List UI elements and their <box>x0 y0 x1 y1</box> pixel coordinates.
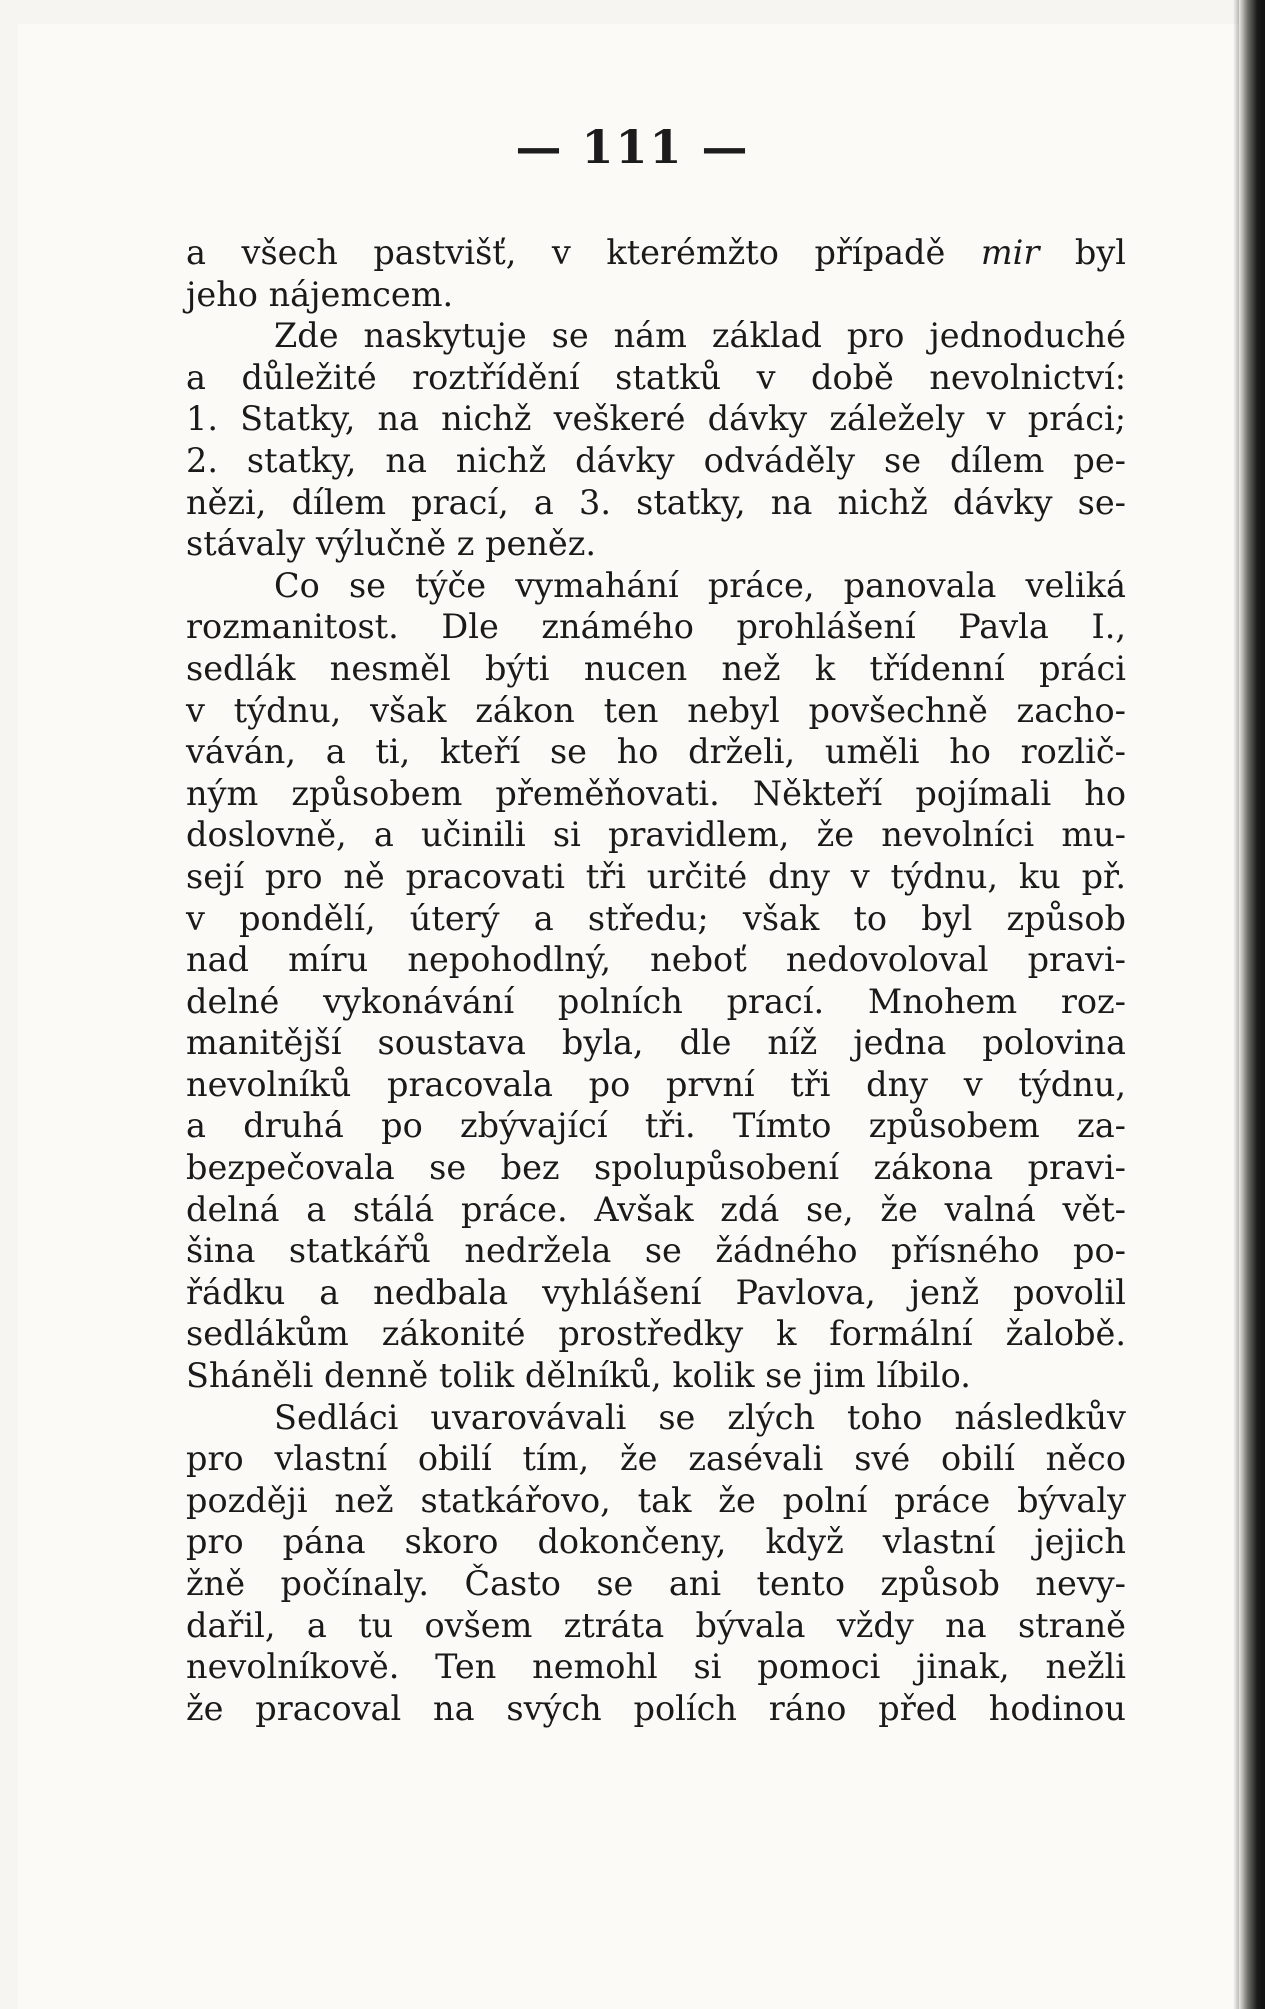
text-line: stávaly výlučně z peněz. <box>186 524 597 564</box>
text-line: pro vlastní obilí tím, že zasévali své obilí něco <box>186 1439 1126 1479</box>
text-line: 2. statky, na nichž dávky odváděly se dílem pe- <box>186 440 1126 480</box>
text-line: sedlák nesměl býti nucen než k třídenní práci <box>186 648 1126 688</box>
text-line: bezpečovala se bez spolupůsobení zákona pravi- <box>186 1148 1126 1188</box>
text-line: ným způsobem přeměňovati. Někteří pojímali ho <box>186 773 1126 813</box>
text-line: nevolníkově. Ten nemohl si pomoci jinak, nežli <box>186 1647 1126 1687</box>
text-line: a druhá po zbývající tři. Tímto způsobem za- <box>186 1106 1126 1146</box>
text-line: sejí pro ně pracovati tři určité dny v týdnu, ku př. <box>186 856 1126 896</box>
text-line: a důležité roztřídění statků v době nevolnictví: <box>186 357 1126 397</box>
text-line: žně počínaly. Často se ani tento způsob nevy- <box>186 1564 1126 1603</box>
book-spine <box>1239 0 1265 2009</box>
text-line: jeho nájemcem. <box>186 274 454 314</box>
text-line: delné vykonávání polních prací. Mnohem roz- <box>186 981 1126 1021</box>
text-line: že pracoval na svých polích ráno před hodinou <box>186 1688 1126 1728</box>
text-line: 1. Statky, na nichž veškeré dávky záležely v práci; <box>186 399 1126 439</box>
text-line: pro pána skoro dokončeny, když vlastní jejich <box>186 1522 1126 1562</box>
text-line: Sedláci uvarovávali se zlých toho následkův <box>274 1397 1126 1437</box>
text-line: váván, a ti, kteří se ho drželi, uměli ho rozlič- <box>186 732 1126 772</box>
text-line: v pondělí, úterý a středu; však to byl způsob <box>186 898 1126 938</box>
text-line: nězi, dílem prací, a 3. statky, na nichž dávky se- <box>186 482 1126 522</box>
text-line: manitější soustava byla, dle níž jedna polovina <box>186 1023 1126 1063</box>
text-line: Sháněli denně tolik dělníků, kolik se jim líbilo. <box>186 1356 971 1396</box>
page-number: — 111 — <box>515 120 750 174</box>
text-line: doslovně, a učinili si pravidlem, že nevolníci mu- <box>186 815 1126 855</box>
body-text <box>186 232 1126 1729</box>
text-line: později než statkářovo, tak že polní práce bývaly <box>186 1480 1126 1520</box>
text-line: Co se týče vymahání práce, panovala veliká <box>274 565 1126 605</box>
text-line: dařil, a tu ovšem ztráta bývala vždy na straně <box>186 1605 1126 1645</box>
text-line: v týdnu, však zákon ten nebyl povšechně zacho- <box>186 690 1126 730</box>
text-line: šina statkářů nedržela se žádného přísného po- <box>186 1231 1126 1271</box>
text-line: nevolníků pracovala po první tři dny v týdnu, <box>186 1064 1126 1104</box>
text-line: Zde naskytuje se nám základ pro jednoduché <box>274 316 1126 356</box>
text-line: nad míru nepohodlný, neboť nedovoloval pravi- <box>186 940 1126 980</box>
text-line: rozmanitost. Dle známého prohlášení Pavla I., <box>186 607 1126 647</box>
text-line: a všech pastvišť, v kterémžto případě mir byl <box>186 233 1126 272</box>
text-line: řádku a nedbala vyhlášení Pavlova, jenž povolil <box>186 1272 1126 1312</box>
text-line: sedlákům zákonité prostředky k formální žalobě. <box>186 1314 1126 1354</box>
text-line: delná a stálá práce. Avšak zdá se, že valná vět- <box>186 1189 1126 1229</box>
